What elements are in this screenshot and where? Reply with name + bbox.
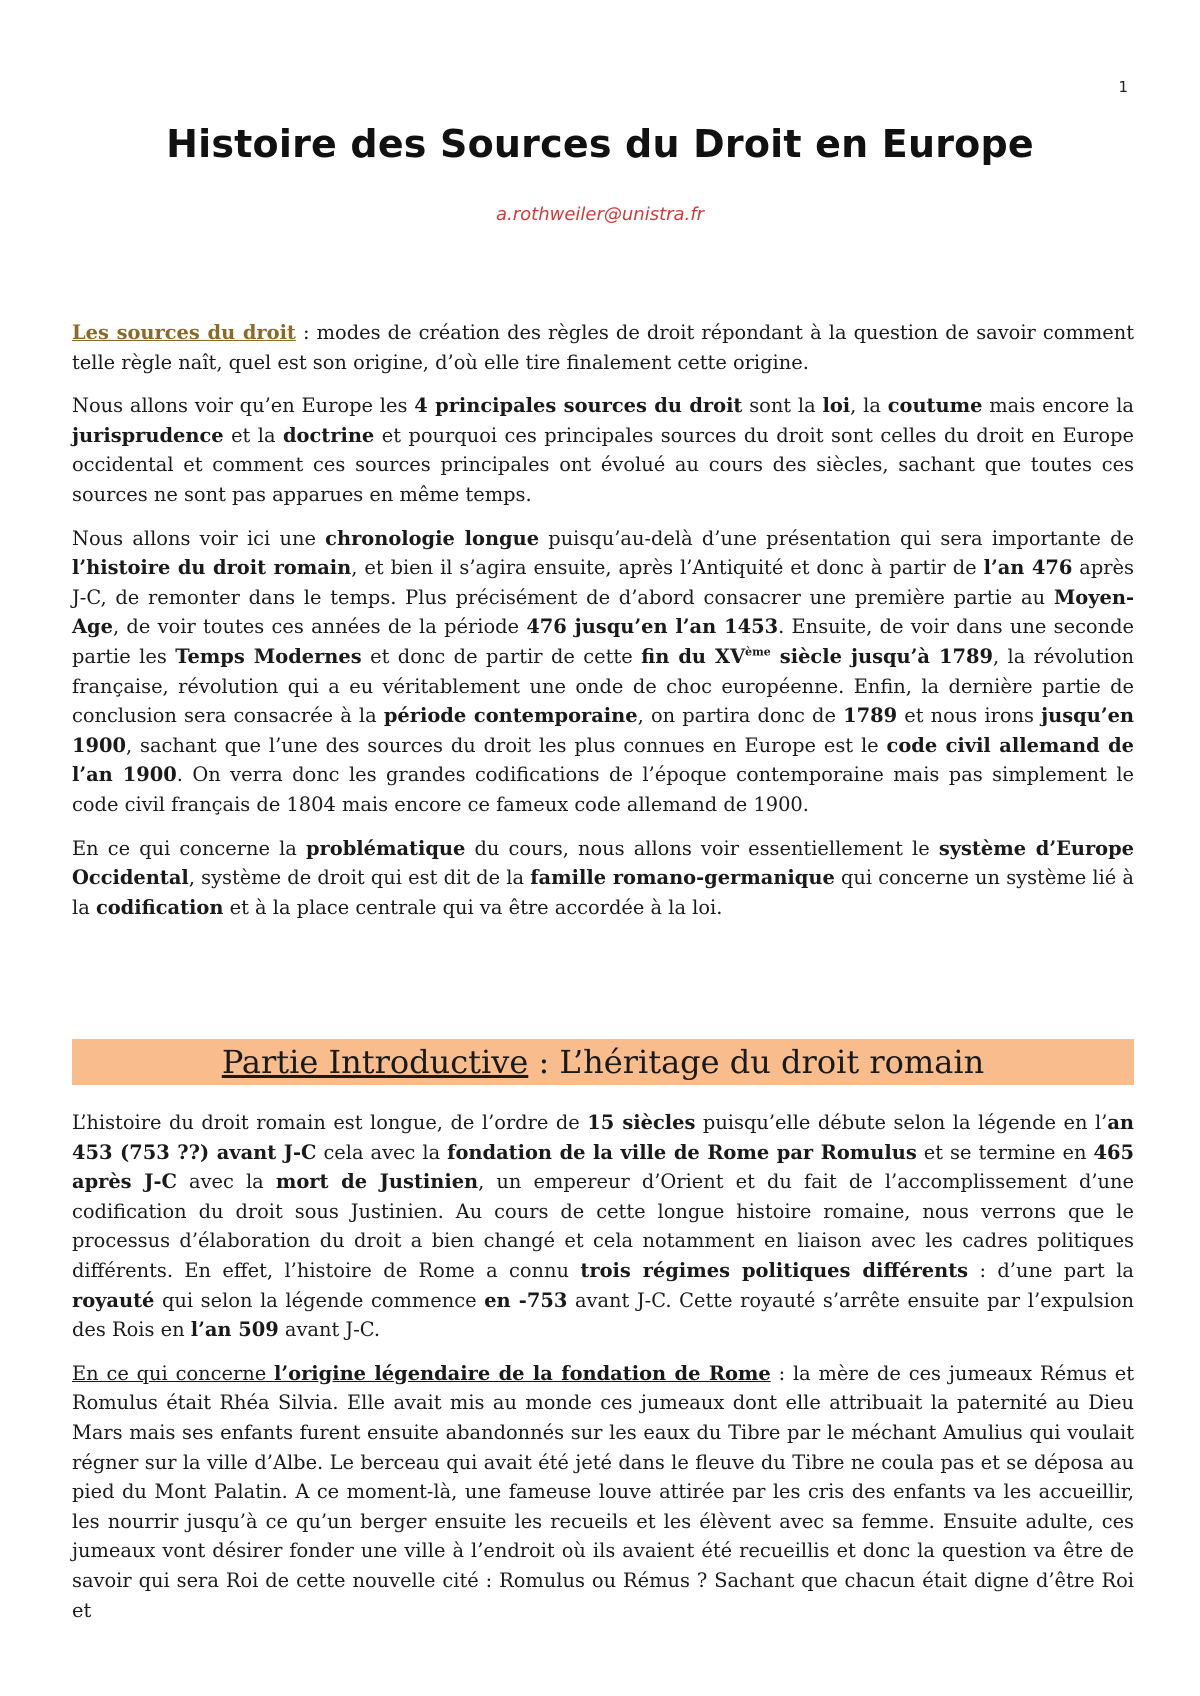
section-heading (72, 1039, 1134, 1085)
paragraph-roman-law-history: L’histoire du droit romain est longue, de l’ordre de 15 siècles puisqu’elle débute selon la légende en l’an 453 (753 ??) avant J-C cela avec la fondation de la ville de Rome par Romulus et se termine en 465 après J-C avec la mort de Justinien, un empereur d’Orient et du fait de l’accomplissement d’une codification du droit sous Justinien. Au cours de cette longue histoire romaine, nous verrons que le processus d’élaboration du droit a bien changé et cela notamment en liaison avec les cadres politiques différents. En effet, l’histoire de Rome a connu trois régimes politiques différents : d’une part la royauté qui selon la légende commence en -753 avant J-C. Cette royauté s’arrête ensuite par l’expulsion des Rois en l’an 509 avant J-C. (72, 1111, 1135, 1342)
part-introductive-text (72, 1108, 1134, 1639)
introduction-text (72, 318, 1134, 936)
section-subtitle: : L’héritage du droit romain (528, 1043, 985, 1081)
paragraph-chronology: Nous allons voir ici une chronologie longue puisqu’au-delà d’une présentation qui sera importante de l’histoire du droit romain, et bien il s’agira ensuite, après l’Antiquité et donc à partir de l’an 476 après J-C, de remonter dans le temps. Plus précisément de d’abord consacrer une première partie au Moyen-Age, de voir toutes ces années de la période 476 jusqu’en l’an 1453. Ensuite, de voir dans une seconde partie les Temps Modernes et donc de partir de cette fin du XVème siècle jusqu’à 1789, la révolution française, révolution qui a eu véritablement une onde de choc européenne. Enfin, la dernière partie de conclusion sera consacrée à la période contemporaine, on partira donc de 1789 et nous irons jusqu’en 1900, sachant que l’une des sources du droit les plus connues en Europe est le code civil allemand de l’an 1900. On verra donc les grandes codifications de l’époque contemporaine mais pas simplement le code civil français de 1804 mais encore ce fameux code allemand de 1900. (72, 526, 1135, 816)
author-email: a.rothweiler@unistra.fr (495, 204, 705, 225)
term-sources-du-droit: Les sources du droit (72, 321, 296, 344)
paragraph-four-sources: Nous allons voir qu’en Europe les 4 principales sources du droit sont la loi, la coutume mais encore la jurisprudence et la doctrine et pourquoi ces principales sources du droit sont celles du droit en Europe occidental et comment ces sources principales ont évolué au cours des siècles, sachant que toutes ces sources ne sont pas apparues en même temps. (72, 394, 1134, 506)
section-part-label: Partie Introductive (221, 1043, 529, 1081)
paragraph-definition: Les sources du droit : modes de création des règles de droit répondant à la question de savoir comment telle règle naît, quel est son origine, d’où elle tire finalement cette origine. (72, 321, 1134, 374)
page-number: 1 (1118, 78, 1128, 96)
paragraph-founding-legend: En ce qui concerne l’origine légendaire de la fondation de Rome : la mère de ces jumeaux Rémus et Romulus était Rhéa Silvia. Elle avait mis au monde ces jumeaux dont elle attribuait la paternité au Dieu Mars mais ses enfants furent ensuite abandonnés sur les eaux du Tibre par le méchant Amulius qui voulait régner sur la ville d’Albe. Le berceau qui avait été jeté dans le fleuve du Tibre ne coula pas et se déposa au pied du Mont Palatin. A ce moment-là, une fameuse louve attirée par les cris des enfants va les accueillir, les nourrir jusqu’à ce qu’un berger ensuite les recueils et les élèvent avec sa femme. Ensuite adulte, ces jumeaux vont désirer fonder une ville à l’endroit où ils avaient été recueillis et donc la question va être de savoir qui sera Roi de cette nouvelle cité : Romulus ou Rémus ? Sachant que chacun était digne d’être Roi et (72, 1361, 1135, 1622)
paragraph-problematique: En ce qui concerne la problématique du cours, nous allons voir essentiellement le système d’Europe Occidental, système de droit qui est dit de la famille romano-germanique qui concerne un système lié à la codification et à la place centrale qui va être accordée à la loi. (72, 836, 1135, 919)
document-title: Histoire des Sources du Droit en Europe (166, 122, 1034, 166)
